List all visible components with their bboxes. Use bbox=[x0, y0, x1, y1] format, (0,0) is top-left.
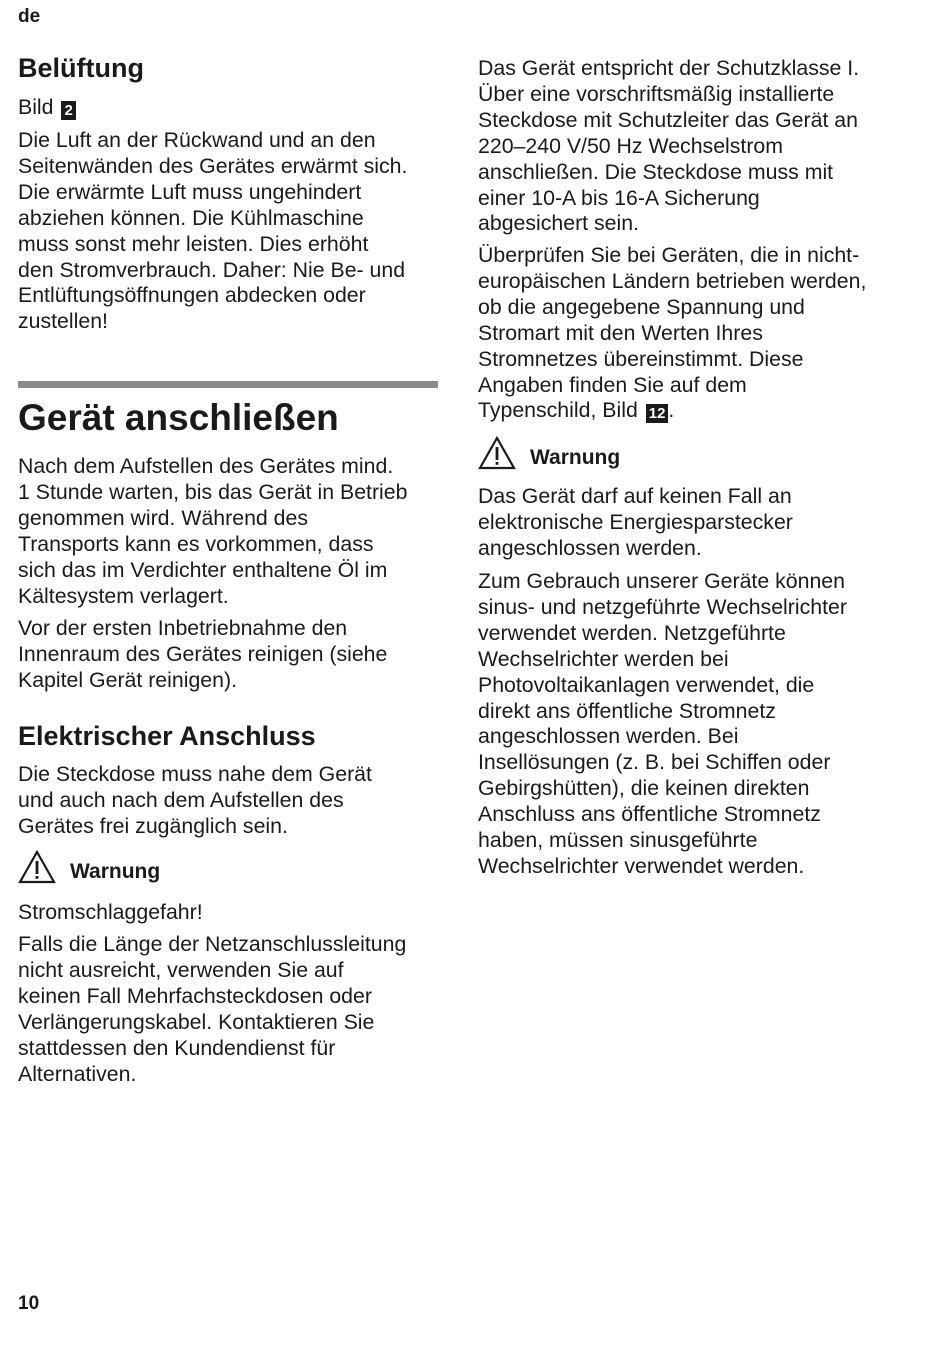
text-line: angeschlossen werden. Bei bbox=[478, 724, 739, 749]
warning-heading bbox=[18, 848, 160, 884]
text-line: Über eine vorschriftsmäßig installierte bbox=[478, 81, 835, 106]
section-title-elektrisch: Elektrischer Anschluss bbox=[18, 721, 316, 751]
warning-triangle-icon bbox=[478, 436, 516, 470]
text-line: abgesichert sein. bbox=[478, 211, 640, 236]
page-section-title: Gerät anschließen bbox=[18, 397, 339, 438]
text-line: keinen Fall Mehrfachsteckdosen oder bbox=[18, 983, 372, 1008]
text-line: direkt ans öffentliche Stromnetz bbox=[478, 698, 776, 723]
warning-label: Warnung bbox=[530, 446, 621, 469]
text-line: Falls die Länge der Netzanschlussleitung bbox=[18, 932, 407, 956]
text-line: einer 10-A bis 16-A Sicherung bbox=[478, 185, 760, 210]
text-line: Die Steckdose muss nahe dem Gerät bbox=[18, 762, 372, 786]
pruefung-lines bbox=[478, 243, 908, 398]
text-line: nicht ausreicht, verwenden Sie auf bbox=[18, 957, 344, 982]
text-line: Zum Gebrauch unserer Geräte können bbox=[478, 569, 845, 593]
text-line: Vor der ersten Inbetriebnahme den bbox=[18, 616, 348, 640]
text-line: muss sonst mehr leisten. Dies erhöht bbox=[18, 231, 369, 256]
inverter-paragraph bbox=[478, 569, 908, 880]
text-line: Verlängerungskabel. Kontaktieren Sie bbox=[18, 1009, 375, 1034]
language-code: de bbox=[18, 6, 41, 27]
text-line: europäischen Ländern betrieben werden, bbox=[478, 268, 867, 293]
text-line: Alternativen. bbox=[18, 1061, 137, 1086]
text-line: Das Gerät darf auf keinen Fall an bbox=[478, 484, 792, 508]
figure-number-badge: 2 bbox=[61, 101, 75, 120]
text-line: angeschlossen werden. bbox=[478, 535, 702, 560]
text-line: Kältesystem verlagert. bbox=[18, 583, 229, 608]
text-line: Nach dem Aufstellen des Gerätes mind. bbox=[18, 454, 394, 478]
text-line: Das Gerät entspricht der Schutzklasse I. bbox=[478, 56, 860, 80]
text-line: Gerätes frei zugänglich sein. bbox=[18, 813, 288, 838]
text-line: Transports kann es vorkommen, dass bbox=[18, 531, 374, 556]
text-line: genommen wird. Während des bbox=[18, 505, 309, 530]
text-line: sich das im Verdichter enthaltene Öl im bbox=[18, 557, 388, 582]
warning-label: Warnung bbox=[70, 860, 161, 883]
figure-label: Bild bbox=[18, 95, 54, 119]
text-line: Stromnetzes übereinstimmt. Diese bbox=[478, 346, 804, 371]
belueftung-paragraph bbox=[18, 128, 438, 335]
text-line: Seitenwänden des Gerätes erwärmt sich. bbox=[18, 153, 408, 178]
warning-heading bbox=[478, 434, 620, 470]
text-line: abziehen können. Die Kühlmaschine bbox=[18, 205, 364, 230]
cleaning-paragraph bbox=[18, 616, 438, 694]
text-line: Kapitel Gerät reinigen). bbox=[18, 667, 238, 692]
text-line: Wechselrichter werden bei bbox=[478, 646, 729, 671]
pruefung-last-text: Typenschild, Bild bbox=[478, 398, 638, 423]
page-number: 10 bbox=[18, 1293, 40, 1314]
pruefung-last-line bbox=[478, 398, 908, 424]
section-divider bbox=[18, 381, 438, 388]
text-line: Insellösungen (z. B. bei Schiffen oder bbox=[478, 750, 831, 775]
figure-number-badge: 12 bbox=[646, 404, 669, 423]
warning-paragraph bbox=[478, 484, 908, 562]
figure-reference bbox=[18, 95, 438, 121]
text-line: Steckdose mit Schutzleiter das Gerät an bbox=[478, 107, 858, 132]
text-line: Gebirgshütten), die keinen direkten bbox=[478, 776, 810, 801]
text-line: Innenraum des Gerätes reinigen (siehe bbox=[18, 641, 388, 666]
warning-paragraph bbox=[18, 932, 438, 1087]
text-line: Photovoltaikanlagen verwendet, die bbox=[478, 672, 815, 697]
text-line: Die Luft an der Rückwand und an den bbox=[18, 128, 376, 152]
text-line: 220–240 V/50 Hz Wechselstrom bbox=[478, 133, 784, 158]
text-line: stattdessen den Kundendienst für bbox=[18, 1035, 336, 1060]
warning-triangle-icon bbox=[18, 850, 56, 884]
schutzklasse-paragraph bbox=[478, 56, 908, 237]
text-line: Die erwärmte Luft muss ungehindert bbox=[18, 179, 362, 204]
pruefung-period: . bbox=[668, 398, 675, 423]
text-line: Angaben finden Sie auf dem bbox=[478, 372, 747, 397]
text-line: ob die angegebene Spannung und bbox=[478, 294, 805, 319]
text-line: Anschluss ans öffentliche Stromnetz bbox=[478, 802, 821, 827]
text-line: Überprüfen Sie bei Geräten, die in nicht- bbox=[478, 243, 860, 267]
text-line: Stromart mit den Werten Ihres bbox=[478, 320, 763, 345]
text-line: haben, müssen sinusgeführte bbox=[478, 828, 758, 853]
text-line: zustellen! bbox=[18, 309, 108, 334]
text-line: Entlüftungsöffnungen abdecken oder bbox=[18, 283, 366, 308]
connect-paragraph bbox=[18, 454, 438, 609]
pruefung-paragraph bbox=[478, 243, 908, 424]
text-line: 1 Stunde warten, bis das Gerät in Betrieb bbox=[18, 479, 408, 504]
text-line: verwendet werden. Netzgeführte bbox=[478, 620, 786, 645]
text-line: den Stromverbrauch. Daher: Nie Be- und bbox=[18, 257, 406, 282]
text-line: Wechselrichter verwendet werden. bbox=[478, 853, 805, 878]
warning-short: Stromschlaggefahr! bbox=[18, 900, 203, 924]
text-line: elektronische Energiesparstecker bbox=[478, 509, 793, 534]
text-line: anschließen. Die Steckdose muss mit bbox=[478, 159, 834, 184]
text-line: sinus- und netzgeführte Wechselrichter bbox=[478, 594, 847, 619]
section-title-belueftung: Belüftung bbox=[18, 53, 144, 83]
text-line: und auch nach dem Aufstellen des bbox=[18, 787, 344, 812]
elektrisch-paragraph bbox=[18, 762, 438, 840]
